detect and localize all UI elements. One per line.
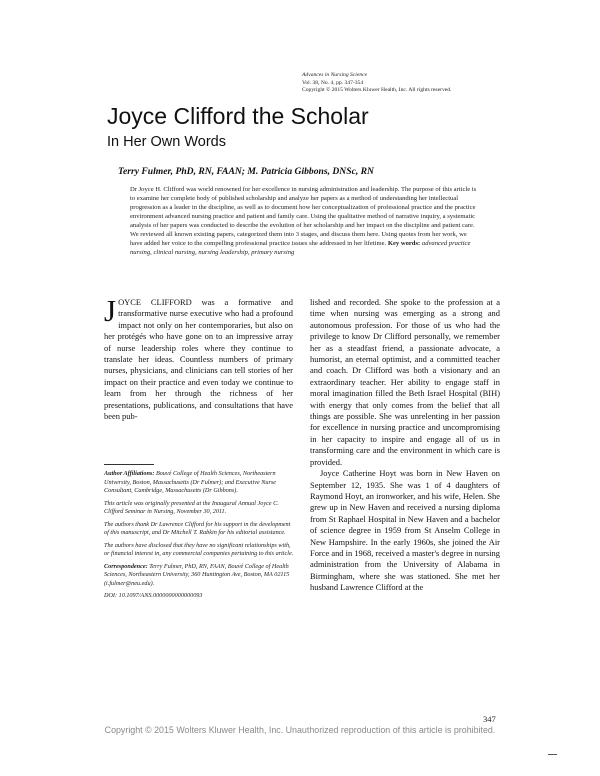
drop-cap: J xyxy=(104,293,117,328)
left-column xyxy=(104,293,293,422)
journal-name: Advances in Nursing Science xyxy=(302,72,368,78)
footnote-affiliations xyxy=(104,470,294,496)
article-title: Joyce Clifford the Scholar xyxy=(107,103,369,129)
footnote-thanks: The authors thank Dr Lawrence Clifford for his support in the development of this manuscript, and Dr Mitchell T. Rabkin for his editorial assistance. xyxy=(104,520,291,536)
abstract xyxy=(130,185,478,257)
correspondence-label: Correspondence: xyxy=(104,562,148,570)
keywords-label: Key words: xyxy=(387,240,421,248)
left-column-text: OYCE CLIFFORD was a formative and transformative nurse executive who had a profound impact not only on her contemporaries, but also on her protégés who have gone on to an impressive array of nurse leadership roles where they continue to translate her ideas. Countless numbers of primary nurses, physicians, and clinicians can tell stories of her impact on their practice and even today we continue to learn from her through the richness of her presentations, publications, and consultations that have been pub- xyxy=(104,297,293,422)
article-authors: Terry Fulmer, PhD, RN, FAAN; M. Patricia Gibbons, DNSc, RN xyxy=(118,166,374,177)
footnotes xyxy=(104,470,294,605)
right-column-paragraph-2: Joyce Catherine Hoyt was born in New Haven on September 12, 1935. She was 1 of 4 daughters of Raymond Hoyt, an ironworker, and his wife, Helen. She grew up in New Haven and received a nursing diploma from St Raphael Hospital in New Haven and a bachelor of science degree in 1959 from St Anselm College in New Hampshire. In the early 1960s, she joined the Air Force and in 1968, received a master's degree in nursing administration from the University of Alabama in Birmingham, where she was stationed. She met her husband Lawrence Clifford at the xyxy=(310,468,500,593)
footnote-presented: This article was originally presented at the Inaugural Annual Joyce C. Clifford Seminar in Nursing, November 30, 2011. xyxy=(104,499,279,515)
copyright-notice: Copyright © 2015 Wolters Kluwer Health, Inc. Unauthorized reproduction of this article is prohibited. xyxy=(104,725,496,735)
right-column xyxy=(310,297,500,594)
abstract-text: Dr Joyce H. Clifford was world renowned for her excellence in nursing administration and leadership. The purpose of this article is to examine her complete body of published scholarship and analyze her papers as a method of understanding her intellectual progression as a leader in the discipline, as well as to document how her conceptualization of professional practice and the practice environment advanced nursing practice and patient and family care. Using the qualitative method of narrative inquiry, a systematic analysis of her papers was conducted to describe the evolution of her scholarship and her impact on the discipline and patient care. We reviewed all known existing papers, categorized them into 3 stages, and discuss them here. Using quotes from her work, we have added her voice to the compelling professional practice issues she addressed in her lifetime. xyxy=(130,186,477,248)
correspondence-text: Terry Fulmer, PhD, RN, FAAN, Bouvé College of Health Sciences, Northeastern University, 360 Huntington Ave, Boston, MA 02115 (t.fulmer@neu.edu). xyxy=(104,562,290,587)
article-subtitle: In Her Own Words xyxy=(107,134,226,150)
affiliations-text: Bouvé College of Health Sciences, Northeastern University, Boston, Massachusetts (Dr Fulmer); and Executive Nurse Consultant, Cambridge, Massachusetts (Dr Gibbons). xyxy=(104,470,277,494)
footnote-divider xyxy=(104,464,154,465)
affiliations-label: Author Affiliations: xyxy=(104,470,155,477)
footnote-correspondence xyxy=(104,563,294,589)
footnote-disclosure: The authors have disclosed that they have no significant relationships with, or financial interest in, any commercial companies pertaining to this article. xyxy=(104,541,294,557)
journal-header xyxy=(302,72,522,95)
right-column-paragraph-1: lished and recorded. She spoke to the profession at a time when nursing was emerging as a strong and autonomous profession. For those of us who had the privilege to know Dr Clifford personally, we remember her as a steadfast friend, a passionate advocate, a humorist, an eternal optimist, and a committed teacher and coach. Dr Clifford was both a visionary and an extraordinary teacher. Her ability to engage staff in moral imagination filled the Beth Israel Hospital (BIH) with energy that only comes from the belief that all things are possible. She was unrelenting in her passion for excellence in nursing practice and uncompromising in her capacity to inspire and engage all of us in transforming care and the environment in which care is provided. xyxy=(310,297,500,467)
journal-volume: Vol. 38, No. 4, pp. 347-354 xyxy=(302,79,364,86)
corner-mark xyxy=(548,754,557,755)
body-paragraph xyxy=(104,293,293,422)
page-number: 347 xyxy=(483,714,496,724)
journal-copyright: Copyright © 2015 Wolters Kluwer Health, Inc. All rights reserved. xyxy=(302,87,452,94)
footnote-doi: DOI: 10.1097/ANS.0000000000000093 xyxy=(104,592,203,599)
keywords: advanced practice nursing, clinical nursing, nursing leadership, primary nursing xyxy=(130,240,471,257)
